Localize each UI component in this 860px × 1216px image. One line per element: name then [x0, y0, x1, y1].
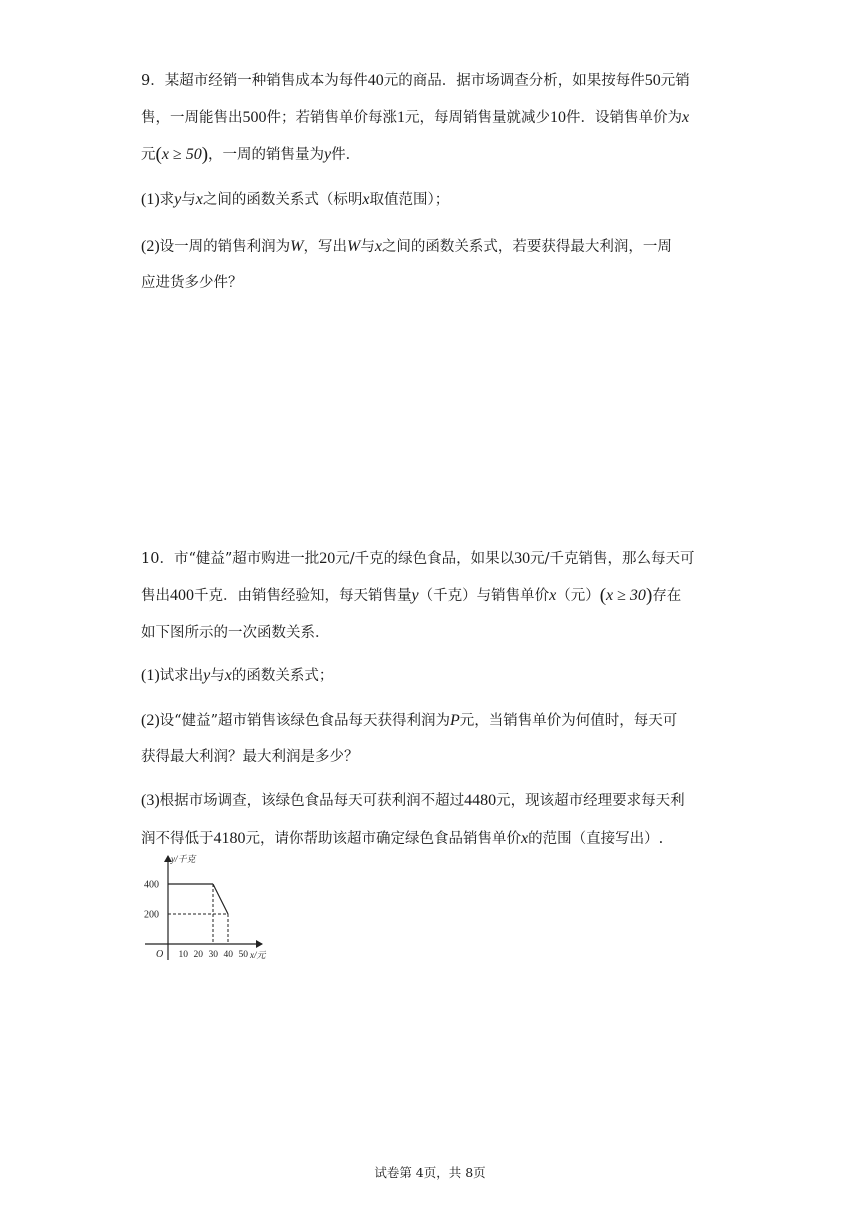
q10-text: （千克）与销售单价 — [418, 588, 550, 604]
q9-var-x: x — [195, 191, 203, 208]
origin-label: O — [156, 949, 164, 960]
q10-quantity: 400 — [170, 587, 194, 604]
q10-profit-max: 4480 — [464, 792, 497, 809]
q9-increment: 1 — [397, 109, 405, 126]
q9-price: 50 — [644, 72, 661, 89]
q10-condition: x ≥ 30 — [606, 587, 646, 604]
q10-paren: ) — [645, 585, 653, 606]
q10-text: 元/千克销售，那么每天可 — [530, 551, 695, 567]
q9-part-number: (1) — [141, 191, 160, 208]
x-axis-label: x/元 — [250, 950, 266, 960]
q10-text: 元，当销售单价为何值时，每天可 — [459, 713, 678, 729]
q9-part-number: (2) — [141, 238, 160, 255]
q10-part-1 — [141, 666, 333, 686]
q10-text: 如下图所示的一次函数关系． — [141, 625, 330, 641]
q10-var-x: x — [224, 667, 232, 684]
q10-part-number: (1) — [141, 667, 160, 684]
q9-quantity: 500 — [242, 109, 267, 126]
q9-text: 与 — [360, 239, 375, 255]
q9-var-y: y — [174, 191, 182, 208]
q10-text: 获得最大利润？最大利润是多少？ — [141, 749, 359, 765]
q9-text: 件．设销售单价为 — [566, 110, 682, 126]
q10-part-number: (3) — [141, 792, 160, 809]
q10-line-1 — [141, 549, 695, 569]
q9-text: 取值范围）； — [369, 192, 450, 208]
q10-text: 元，请你帮助该超市确定绿色食品销售单价 — [245, 831, 521, 847]
q10-text: 元，现该超市经理要求每天利 — [496, 793, 685, 809]
q9-text: 之间的函数关系式（标明 — [202, 192, 363, 208]
q9-text: 9．某超市经销一种销售成本为每件 — [141, 73, 368, 89]
x-tick-label: 40 — [223, 950, 233, 960]
q9-text: 之间的函数关系式，若要获得最大利润，一周 — [381, 239, 672, 255]
q10-part-2 — [141, 711, 677, 731]
y-tick-label: 200 — [144, 909, 159, 921]
q10-var-y: y — [203, 667, 211, 684]
q9-part-1 — [141, 190, 449, 210]
y-tick-label: 400 — [144, 879, 159, 891]
q10-text: 存在 — [652, 588, 682, 604]
q10-text: 试求出 — [159, 668, 204, 684]
q9-text: 与 — [181, 192, 196, 208]
q10-text: 的范围（直接写出）. — [528, 831, 664, 847]
q10-part-3 — [141, 791, 685, 811]
q9-text: ，一周的销售量为 — [208, 147, 325, 163]
q10-text: 的函数关系式； — [231, 668, 334, 684]
q10-text: 与 — [210, 668, 225, 684]
q9-text: ，写出 — [303, 239, 347, 255]
q10-part-number: (2) — [141, 712, 160, 729]
q9-paren: ) — [201, 144, 209, 165]
q9-var-y: y — [324, 146, 332, 163]
q9-decrement: 10 — [550, 109, 566, 126]
q9-line-6 — [141, 273, 243, 293]
q9-var-w: W — [346, 238, 361, 255]
q9-text: 应进货多少件？ — [141, 275, 243, 291]
x-tick-label: 20 — [193, 950, 203, 960]
q9-paren: ( — [155, 144, 162, 165]
q9-text: 件． — [331, 147, 361, 163]
q10-text: 元/千克的绿色食品，如果以 — [335, 551, 515, 567]
page-footer: 试卷第 4页，共 8页 — [374, 1165, 486, 1180]
dashed-guides — [168, 884, 228, 944]
y-axis-label: y/千克 — [171, 854, 196, 864]
q9-var-w: W — [290, 238, 304, 255]
q9-text: 件；若销售单价每涨 — [266, 110, 397, 126]
q9-text: 元的商品．据市场调查分析，如果按每件 — [383, 73, 645, 89]
q10-text: 10．市“健益”超市购进一批 — [141, 551, 320, 567]
q10-text: 千克．由销售经验知，每天销售量 — [194, 588, 412, 604]
q10-cost: 20 — [319, 550, 336, 567]
q10-line-2 — [141, 585, 681, 606]
q10-function-graph — [140, 848, 275, 966]
q10-text: （元） — [556, 588, 600, 604]
q9-var-x: x — [362, 191, 370, 208]
q10-var-x: x — [549, 587, 557, 604]
q10-var-p: P — [449, 712, 460, 729]
q9-condition: x ≥ 50 — [161, 146, 202, 163]
q10-paren: ( — [599, 585, 607, 606]
graph-sloped-segment — [213, 884, 228, 914]
q9-var-x: x — [682, 109, 690, 126]
q10-price: 30 — [514, 550, 531, 567]
q10-text: 润不得低于 — [141, 831, 214, 847]
q10-text: 售出 — [141, 588, 170, 604]
q10-profit-min: 4180 — [213, 830, 246, 847]
q9-line-3 — [141, 144, 360, 165]
q9-text: 元 — [141, 147, 156, 163]
q9-text: 求 — [159, 192, 175, 208]
q9-var-x: x — [374, 238, 382, 255]
q10-line-6 — [141, 747, 359, 767]
q10-var-y: y — [411, 587, 419, 604]
x-tick-label: 50 — [238, 950, 248, 960]
q10-var-x: x — [521, 830, 529, 847]
q9-cost: 40 — [367, 72, 384, 89]
q9-line-1 — [141, 71, 690, 91]
q10-line-8 — [141, 829, 663, 849]
q10-text: 设“健益”超市销售该绿色食品每天获得利润为 — [159, 713, 450, 729]
q9-text: 设一周的销售利润为 — [159, 239, 291, 255]
q10-text: 根据市场调查，该绿色食品每天可获利润不超过 — [159, 793, 465, 809]
q9-text: 元销 — [660, 73, 690, 89]
q9-part-2 — [141, 237, 672, 257]
x-tick-label: 30 — [208, 950, 218, 960]
x-tick-label: 10 — [178, 950, 188, 960]
q9-text: 元，每周销售量就减少 — [405, 110, 550, 126]
q10-line-3 — [141, 623, 330, 643]
q9-line-2 — [141, 108, 689, 128]
q9-text: 售，一周能售出 — [141, 110, 243, 126]
